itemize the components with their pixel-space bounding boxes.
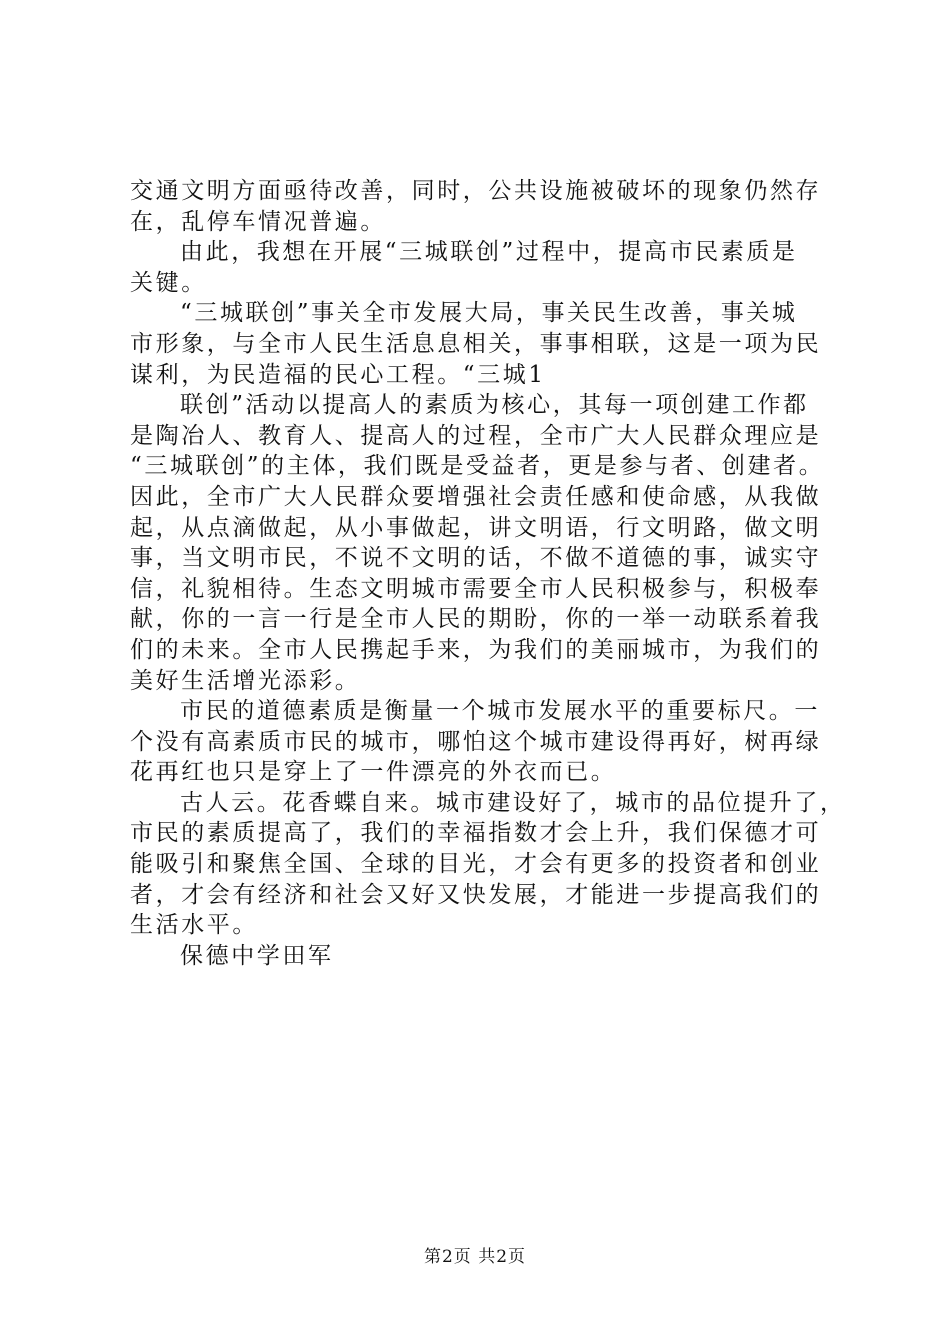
text-line: 关键。 [130,269,207,296]
text-line: 美好生活增光添彩。 [130,667,361,694]
text-line: 生活水平。 [130,912,258,939]
text-line: “三城联创”事关全市发展大局，事关民生改善，事关城 [180,300,798,327]
text-line: 由此，我想在开展“三城联创”过程中，提高市民素质是 [180,239,798,266]
text-line: 在，乱停车情况普遍。 [130,208,386,235]
text-line: 市民的道德素质是衡量一个城市发展水平的重要标尺。一 [180,698,820,725]
author-signature: 保德中学田军 [180,942,334,969]
text-line: 们的未来。全市人民携起手来，为我们的美丽城市，为我们的 [130,636,822,663]
text-line: 起，从点滴做起，从小事做起，讲文明语，行文明路，做文明 [130,514,822,541]
text-line: 交通文明方面亟待改善，同时，公共设施被破坏的现象仍然存 [130,178,822,204]
text-line: 个没有高素质市民的城市，哪怕这个城市建设得再好，树再绿 [130,728,822,755]
text-line: 信，礼貌相待。生态文明城市需要全市人民积极参与，积极奉 [130,575,822,602]
text-line: 联创”活动以提高人的素质为核心，其每一项创建工作都 [180,392,809,419]
text-line: “三城联创”的主体，我们既是受益者，更是参与者、创建者。 [130,453,825,480]
text-line: 能吸引和聚焦全国、全球的目光，才会有更多的投资者和创业 [130,851,822,878]
text-line: 事，当文明市民，不说不文明的话，不做不道德的事，诚实守 [130,545,822,572]
text-line: 献，你的一言一行是全市人民的期盼，你的一举一动联系着我 [130,606,822,633]
text-line: 是陶冶人、教育人、提高人的过程，全市广大人民群众理应是 [130,422,822,449]
text-line: 花再红也只是穿上了一件漂亮的外衣而已。 [130,759,617,786]
document-body [130,176,846,971]
text-line: 市民的素质提高了，我们的幸福指数才会上升，我们保德才可 [130,820,822,847]
text-line: 者，才会有经济和社会又好又快发展，才能进一步提高我们的 [130,881,822,908]
text-line: 市形象，与全市人民生活息息相关，事事相联，这是一项为民 [130,330,822,357]
page-number: 第2页 共2页 [423,1247,527,1267]
text-line: 谋利，为民造福的民心工程。“三城1 [130,361,546,388]
text-line: 古人云。花香蝶自来。城市建设好了，城市的品位提升了， [180,789,846,816]
text-line: 因此，全市广大人民群众要增强社会责任感和使命感，从我做 [130,483,822,510]
